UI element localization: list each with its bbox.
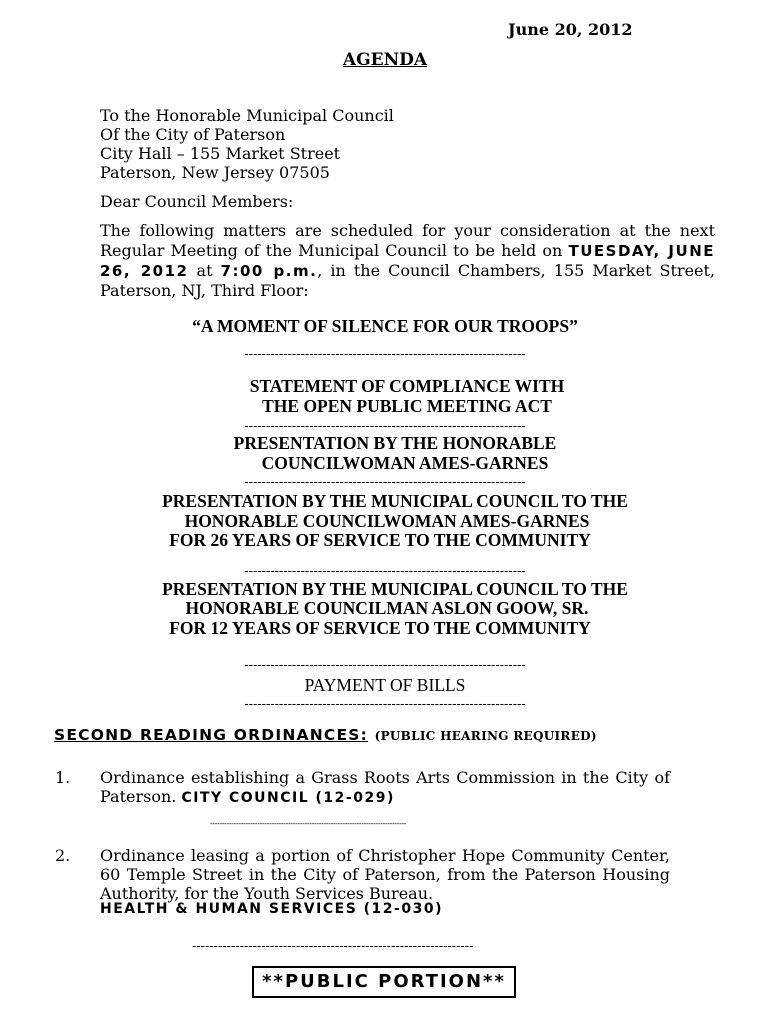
presentation-1-line-1: PRESENTATION BY THE HONORABLE bbox=[233, 433, 557, 453]
item-2-text bbox=[100, 846, 670, 903]
item-2-department: HEALTH & HUMAN SERVICES (12-030) bbox=[100, 901, 443, 917]
presentation-3-line-2: HONORABLE COUNCILMAN ASLON GOOW, SR. bbox=[185, 598, 589, 618]
divider: ----------------------------------------------------------------- bbox=[244, 418, 526, 433]
section-title: SECOND READING ORDINANCES: bbox=[54, 726, 368, 744]
item-number: 2. bbox=[55, 846, 71, 865]
item-1-department: CITY COUNCIL (12-029) bbox=[181, 790, 395, 806]
divider: ----------------------------------------------------------------- bbox=[244, 696, 526, 711]
divider: ----------------------------------------------------------------- bbox=[244, 657, 526, 672]
presentation-2-line-2: HONORABLE COUNCILWOMAN AMES-GARNES bbox=[184, 511, 590, 531]
statement-line-2: THE OPEN PUBLIC MEETING ACT bbox=[262, 396, 552, 416]
short-divider: ----------------------------------------------------------------------------------- bbox=[210, 819, 407, 828]
address-line-4: Paterson, New Jersey 07505 bbox=[100, 163, 330, 182]
agenda-title: AGENDA bbox=[342, 50, 428, 70]
divider: ----------------------------------------------------------------- bbox=[244, 346, 526, 361]
presentation-1-line-2: COUNCILWOMAN AMES-GARNES bbox=[261, 453, 549, 473]
divider: ----------------------------------------------------------------- bbox=[244, 563, 526, 578]
intro-text-2: at bbox=[188, 261, 221, 280]
public-portion-box: **PUBLIC PORTION** bbox=[252, 966, 516, 998]
agenda-date: June 20, 2012 bbox=[508, 20, 633, 39]
item-1-text bbox=[100, 768, 670, 808]
presentation-3-line-1: PRESENTATION BY THE MUNICIPAL COUNCIL TO THE bbox=[162, 579, 628, 599]
address-line-3: City Hall – 155 Market Street bbox=[100, 144, 341, 163]
address-line-1: To the Honorable Municipal Council bbox=[100, 106, 394, 125]
payment-of-bills: PAYMENT OF BILLS bbox=[304, 675, 466, 695]
moment-of-silence: “A MOMENT OF SILENCE FOR OUR TROOPS” bbox=[192, 316, 578, 336]
address-line-2: Of the City of Paterson bbox=[100, 125, 286, 144]
item-1-description: Ordinance establishing a Grass Roots Arts Commission in the City of Paterson. bbox=[100, 768, 670, 806]
item-number: 1. bbox=[55, 768, 71, 787]
intro-text-3: , in the Council Chambers, 155 Market Street, Paterson, NJ, Third Floor: bbox=[100, 261, 716, 300]
section-note: (PUBLIC HEARING REQUIRED) bbox=[374, 729, 597, 743]
meeting-date: TUESDAY, JUNE 26, 2012 bbox=[100, 242, 715, 280]
statement-line-1: STATEMENT OF COMPLIANCE WITH bbox=[249, 376, 565, 396]
intro-text-1: The following matters are scheduled for your consideration at the next Regular Meeting of the Municipal Council to be held on bbox=[100, 221, 715, 260]
section-heading bbox=[54, 726, 597, 744]
salutation: Dear Council Members: bbox=[100, 192, 294, 211]
divider: ----------------------------------------------------------------- bbox=[244, 474, 526, 489]
meeting-time: 7:00 p.m. bbox=[220, 262, 318, 280]
intro-paragraph bbox=[100, 221, 715, 301]
presentation-3-line-3: FOR 12 YEARS OF SERVICE TO THE COMMUNITY bbox=[169, 618, 591, 638]
divider: ----------------------------------------------------------------- bbox=[192, 938, 474, 953]
presentation-2-line-3: FOR 26 YEARS OF SERVICE TO THE COMMUNITY bbox=[169, 530, 591, 550]
item-2-description: Ordinance leasing a portion of Christopher Hope Community Center, 60 Temple Street in the City of Paterson, from the Paterson Housing Authority, for the Youth Services Bureau. bbox=[100, 846, 670, 903]
presentation-2-line-1: PRESENTATION BY THE MUNICIPAL COUNCIL TO THE bbox=[162, 491, 628, 511]
